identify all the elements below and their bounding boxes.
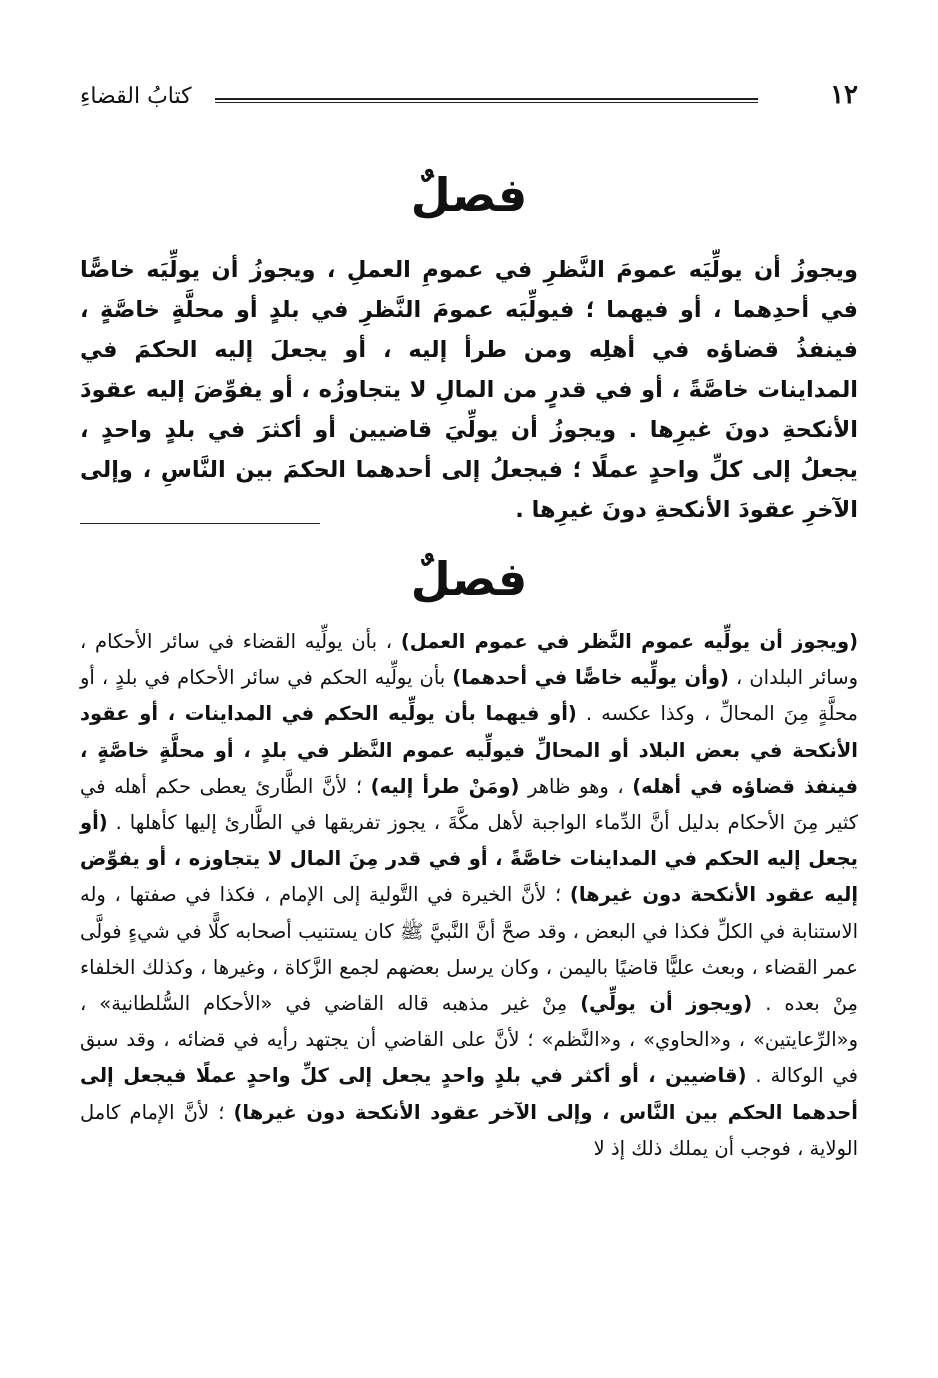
commentary-segment: (ومَنْ طرأ إليه) bbox=[370, 774, 520, 798]
commentary-segment: ، بأن يولِّيه القضاء في سائر الأحكام ، وسائر البلدان ، bbox=[80, 630, 858, 690]
commentary-text bbox=[80, 624, 858, 1167]
commentary-segment: ؛ لأنَّ الخيرة في التَّولية إلى الإمام ، فكذا في صفتها ، وله الاستنابة في الكلِّ فكذا في البعض ، وقد صحَّ أنَّ النَّبيَّ ﷺ كان يستنيب أصحابه كلًّا في شيءٍ فولَّى عمر القضاء ، وبعث عليًّا قاضيًا باليمن ، وكان يرسل بعضهم لجمع الزَّكاة ، وغيرها ، وكذلك الخلفاء مِنْ بعده . bbox=[80, 883, 858, 1016]
section-heading: فصلٌ bbox=[410, 552, 528, 606]
page-header bbox=[80, 78, 858, 118]
commentary-segment: (وأن يولِّيه خاصًّا في أحدهما) bbox=[452, 666, 729, 690]
commentary-segment: ؛ لأنَّ الإمام كامل الولاية ، فوجب أن يملك ذلك إذ لا bbox=[80, 1100, 858, 1160]
commentary-segment: (ويجوز أن يولِّي) bbox=[580, 992, 753, 1016]
commentary-segment: (أو يجعل إليه الحكم في المداينات خاصَّةً ، أو في قدر مِنَ المال لا يتجاوزه ، أو يفوِّض إليه عقود الأنكحة دون غيرها) bbox=[80, 811, 859, 907]
section-heading: فصلٌ bbox=[410, 168, 528, 222]
commentary-segment: (قاضيين ، أو أكثر في بلدٍ واحدٍ يجعل إلى كلِّ واحدٍ عملًا فيجعل إلى أحدهما الحكم بين النَّاس ، وإلى الآخر عقود الأنكحة دون غيرها) bbox=[80, 1064, 858, 1124]
header-rule bbox=[215, 98, 758, 103]
commentary-segment: ، وهو ظاهر bbox=[519, 774, 633, 798]
page-number: ١٢ bbox=[830, 80, 858, 110]
commentary-segment: مِنْ غير مذهبه قاله القاضي في «الأحكام السُّلطانية» ، و«الرِّعايتين» ، و«الحاوي» ، و«النَّظم» ؛ لأنَّ على القاضي أن يجتهد رأيه في قضائه ، وقد سبق في الوكالة . bbox=[80, 992, 858, 1088]
commentary-segment: (ويجوز أن يولِّيه عموم النَّظر في عموم العمل) bbox=[400, 630, 858, 653]
main-text: ويجوزُ أن يولِّيَه عمومَ النَّظرِ في عمومِ العملِ ، ويجوزُ أن يولِّيَه خاصًّا في أحدِهما ، أو فيهما ؛ فيولِّيَه عمومَ النَّظرِ في بلدٍ أو محلَّةٍ خاصَّةٍ ، فينفذُ قضاؤه في أهلِه ومن طرأ إليه ، أو يجعلَ إليه الحكمَ في المداينات خاصَّةً ، أو في قدرٍ من المالِ لا يتجاوزُه ، أو يفوِّضَ إليه عقودَ الأنكحةِ دونَ غيرِها . ويجوزُ أن يولِّيَ قاضيين أو أكثرَ في بلدٍ واحدٍ ، يجعلُ إلى كلِّ واحدٍ عملًا ؛ فيجعلُ إلى أحدهما الحكمَ بين النَّاسِ ، وإلى الآخرِ عقودَ الأنكحةِ دونَ غيرِها . bbox=[80, 257, 858, 523]
section-divider bbox=[80, 523, 320, 524]
commentary-segment: (أو فيهما بأن يولِّيه الحكم في المداينات ، أو عقود الأنكحة في بعض البلاد أو المحالِّ فيولِّيه عموم النَّظر في بلدٍ ، أو محلَّةٍ خاصَّةٍ ، فينفذ قضاؤه في أهله) bbox=[80, 702, 858, 798]
commentary-segment: بأن يولِّيه الحكم في سائر الأحكام في بلدٍ ، أو محلَّةٍ مِنَ المحالِّ ، وكذا عكسه . bbox=[80, 666, 858, 726]
commentary-segment: ؛ لأنَّ الطَّارئ يعطى حكم أهله في كثير مِنَ الأحكام بدليل أنَّ الدِّماء الواجبة لأهل مكَّةَ ، يجوز تفريقها في الطَّارئ إليها كأهلها . bbox=[80, 774, 858, 835]
running-title: كتابُ القضاءِ bbox=[80, 84, 192, 109]
